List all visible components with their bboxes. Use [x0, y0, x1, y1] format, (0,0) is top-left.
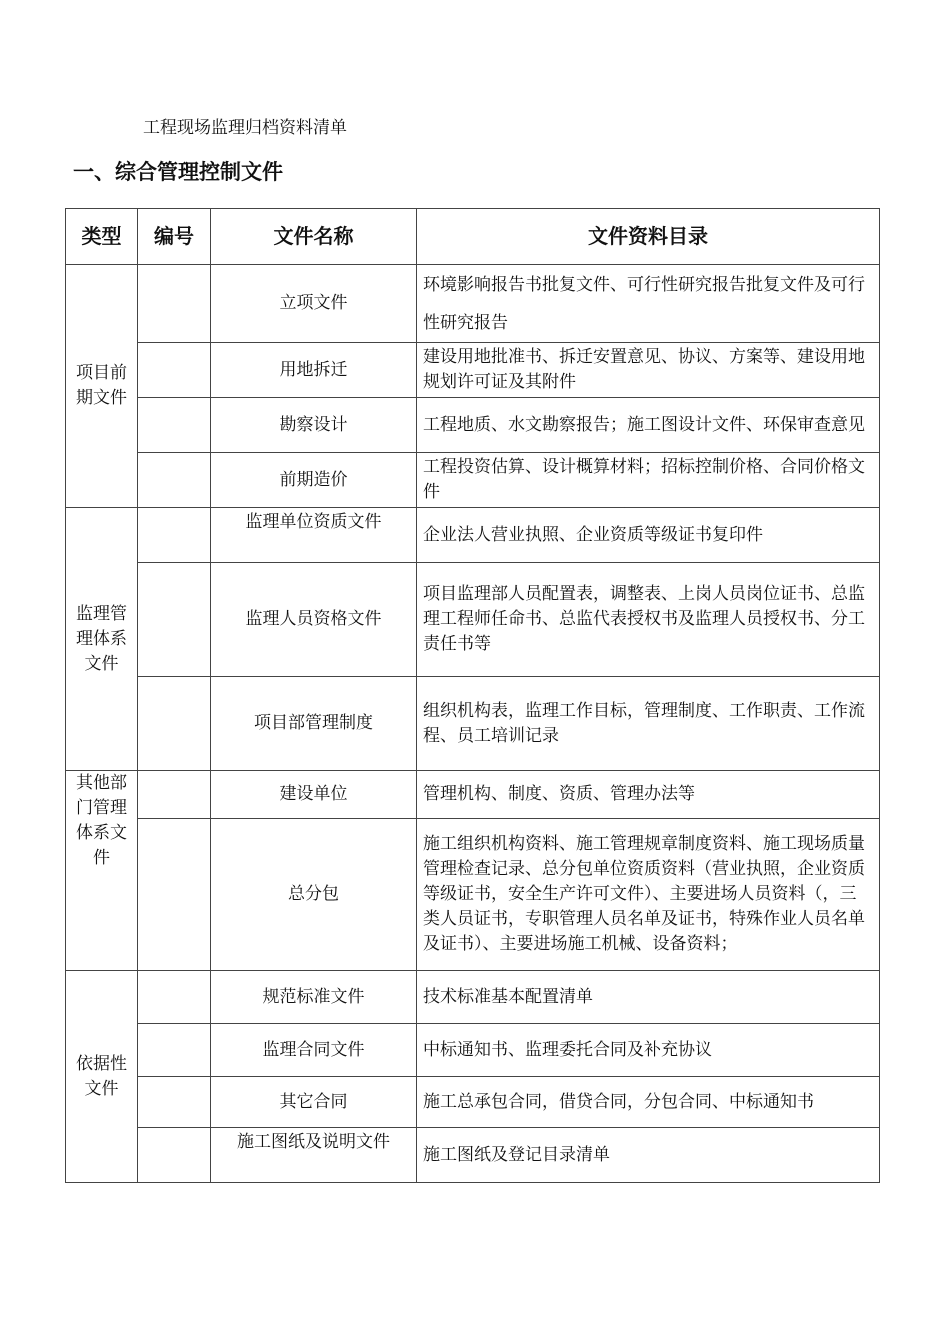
- file-name-cell: 项目部管理制度: [211, 677, 417, 771]
- archive-table: [65, 208, 880, 1183]
- number-cell: [138, 1128, 211, 1183]
- document-title: 工程现场监理归档资料清单: [143, 118, 347, 138]
- table-row: [66, 771, 880, 819]
- directory-cell: 施工组织机构资料、施工管理规章制度资料、施工现场质量管理检查记录、总分包单位资质资料（营业执照，企业资质等级证书，安全生产许可文件）、主要进场人员资料（，三类人员证书，专职管理人员名单及证书，特殊作业人员名单及证书）、主要进场施工机械、设备资料；: [417, 819, 880, 971]
- number-cell: [138, 1077, 211, 1128]
- directory-cell: 环境影响报告书批复文件、可行性研究报告批复文件及可行性研究报告: [417, 265, 880, 343]
- table-row: [66, 819, 880, 971]
- directory-cell: 施工总承包合同，借贷合同，分包合同、中标通知书: [417, 1077, 880, 1128]
- table-row: [66, 1024, 880, 1077]
- file-name-cell: 监理合同文件: [211, 1024, 417, 1077]
- number-cell: [138, 265, 211, 343]
- number-cell: [138, 508, 211, 563]
- file-name-cell: 监理单位资质文件: [211, 508, 417, 563]
- directory-cell: 组织机构表，监理工作目标，管理制度、工作职责、工作流程、员工培训记录: [417, 677, 880, 771]
- directory-cell: 管理机构、制度、资质、管理办法等: [417, 771, 880, 819]
- table-row: [66, 1128, 880, 1183]
- file-name-cell: 监理人员资格文件: [211, 563, 417, 677]
- file-name-cell: 用地拆迁: [211, 343, 417, 398]
- table-row: [66, 398, 880, 453]
- header-type: 类型: [66, 209, 138, 265]
- directory-cell: 中标通知书、监理委托合同及补充协议: [417, 1024, 880, 1077]
- table-row: [66, 508, 880, 563]
- directory-cell: 企业法人营业执照、企业资质等级证书复印件: [417, 508, 880, 563]
- header-number: 编号: [138, 209, 211, 265]
- directory-cell: 工程投资估算、设计概算材料；招标控制价格、合同价格文件: [417, 453, 880, 508]
- number-cell: [138, 677, 211, 771]
- directory-cell: 建设用地批准书、拆迁安置意见、协议、方案等、建设用地规划许可证及其附件: [417, 343, 880, 398]
- file-name-cell: 施工图纸及说明文件: [211, 1128, 417, 1183]
- number-cell: [138, 971, 211, 1024]
- number-cell: [138, 563, 211, 677]
- group-type-cell: 项目前期文件: [66, 265, 138, 508]
- number-cell: [138, 343, 211, 398]
- table-row: [66, 971, 880, 1024]
- number-cell: [138, 398, 211, 453]
- number-cell: [138, 819, 211, 971]
- table-row: [66, 343, 880, 398]
- file-name-cell: 前期造价: [211, 453, 417, 508]
- table-row: [66, 453, 880, 508]
- table-row: [66, 1077, 880, 1128]
- section-heading: 一、综合管理控制文件: [73, 160, 283, 184]
- file-name-cell: 规范标准文件: [211, 971, 417, 1024]
- header-directory: 文件资料目录: [417, 209, 880, 265]
- file-name-cell: 总分包: [211, 819, 417, 971]
- group-type-cell: 其他部门管理体系文件: [66, 771, 138, 971]
- table-row: [66, 265, 880, 343]
- directory-cell: 工程地质、水文勘察报告；施工图设计文件、环保审查意见: [417, 398, 880, 453]
- file-name-cell: 立项文件: [211, 265, 417, 343]
- directory-cell: 项目监理部人员配置表，调整表、上岗人员岗位证书、总监理工程师任命书、总监代表授权书及监理人员授权书、分工责任书等: [417, 563, 880, 677]
- directory-cell: 施工图纸及登记目录清单: [417, 1128, 880, 1183]
- table-row: [66, 563, 880, 677]
- number-cell: [138, 1024, 211, 1077]
- number-cell: [138, 453, 211, 508]
- group-type-cell: 依据性文件: [66, 971, 138, 1183]
- number-cell: [138, 771, 211, 819]
- table-row: [66, 677, 880, 771]
- directory-cell: 技术标准基本配置清单: [417, 971, 880, 1024]
- file-name-cell: 其它合同: [211, 1077, 417, 1128]
- file-name-cell: 勘察设计: [211, 398, 417, 453]
- table-header-row: [66, 209, 880, 265]
- header-name: 文件名称: [211, 209, 417, 265]
- group-type-cell: 监理管理体系文件: [66, 508, 138, 771]
- file-name-cell: 建设单位: [211, 771, 417, 819]
